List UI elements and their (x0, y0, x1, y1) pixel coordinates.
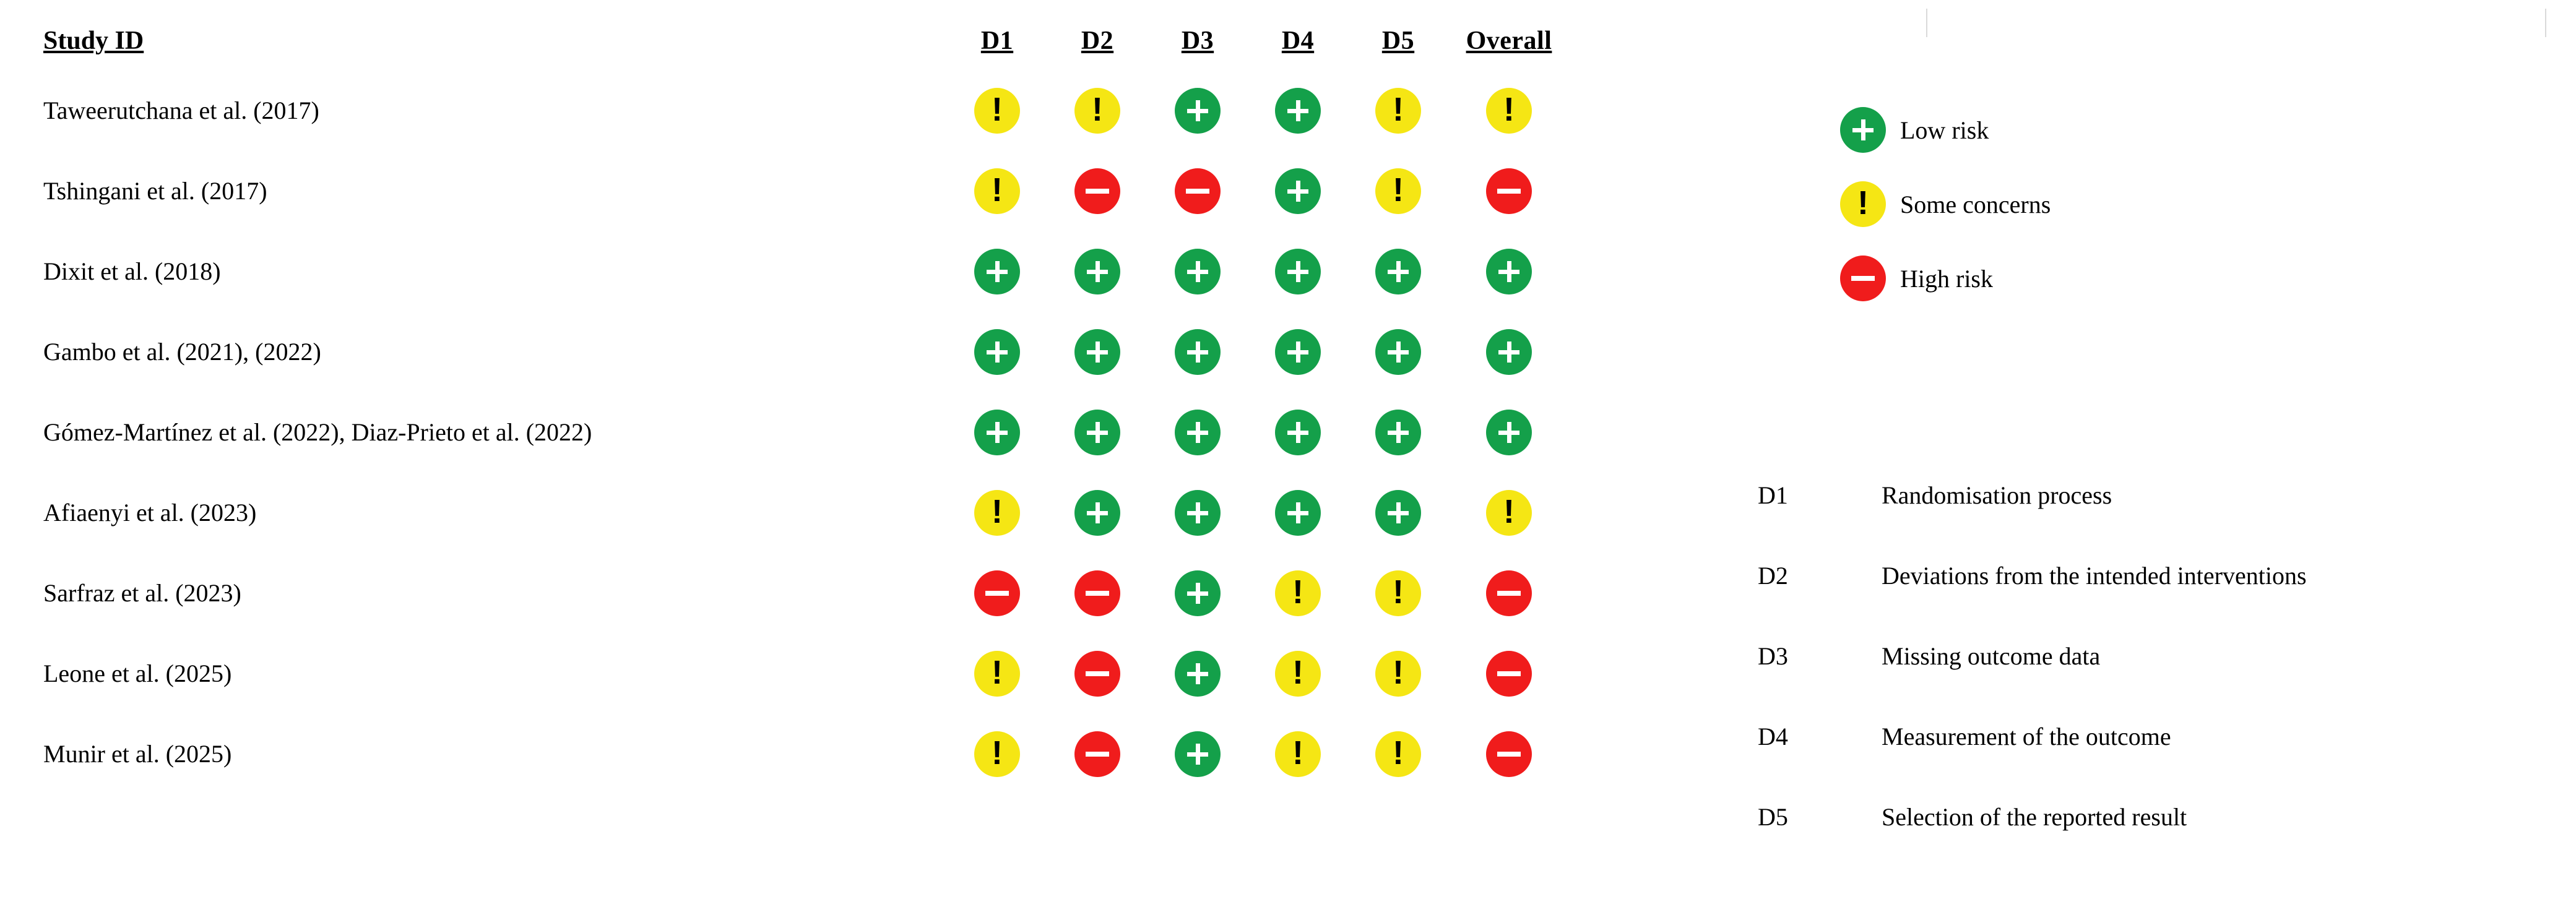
domain-key-code-d4: D4 (1758, 722, 1788, 750)
judgement-cell-d4 (1248, 731, 1348, 777)
judgement-cell-d5 (1348, 651, 1448, 697)
column-header-d4-label: D4 (1281, 27, 1315, 55)
page-rule-mark-left (1926, 9, 1927, 37)
judgement-cell-overall (1448, 731, 1570, 777)
exclamation-icon: ! (1275, 731, 1321, 777)
judgement-cell-d2 (1047, 410, 1148, 455)
plus-icon (1486, 329, 1532, 375)
plus-icon (974, 329, 1020, 375)
domain-key (1758, 455, 2307, 857)
exclamation-icon: ! (1375, 731, 1421, 777)
legend-label-some-concerns: Some concerns (1900, 190, 2051, 218)
study-id-cell: Leone et al. (2025) (43, 659, 232, 687)
judgement-cell-d4 (1248, 168, 1348, 214)
table-row (43, 71, 1714, 151)
exclamation-icon: ! (974, 651, 1020, 697)
table-row (43, 714, 1714, 794)
exclamation-icon: ! (974, 88, 1020, 134)
column-header-d2 (1047, 26, 1148, 56)
column-header-d1-label: D1 (980, 27, 1014, 55)
table-row (43, 634, 1714, 714)
exclamation-icon: ! (974, 490, 1020, 536)
judgement-cell-overall (1448, 249, 1570, 294)
plus-icon (1840, 107, 1886, 153)
minus-icon (974, 570, 1020, 616)
judgement-cell-d4 (1248, 249, 1348, 294)
plus-icon (974, 249, 1020, 294)
judgement-cell-d2 (1047, 168, 1148, 214)
minus-icon (1175, 168, 1221, 214)
judgement-cell-d5 (1348, 731, 1448, 777)
domain-key-description-d2: Deviations from the intended interventions (1882, 561, 2307, 590)
column-header-d2-label: D2 (1081, 27, 1114, 55)
exclamation-icon: ! (974, 731, 1020, 777)
domain-key-description-d4: Measurement of the outcome (1882, 722, 2171, 750)
judgement-cell-d1 (947, 410, 1047, 455)
column-header-overall (1448, 26, 1570, 56)
plus-icon (1275, 168, 1321, 214)
plus-icon (1375, 490, 1421, 536)
judgement-cell-d2 (1047, 651, 1148, 697)
judgement-cell-d4 (1248, 651, 1348, 697)
plus-icon (1175, 329, 1221, 375)
plus-icon (1175, 249, 1221, 294)
plus-icon (1375, 329, 1421, 375)
judgement-cell-d1 (947, 490, 1047, 536)
judgement-cell-overall (1448, 570, 1570, 616)
judgement-cell-d2 (1047, 249, 1148, 294)
judgement-cell-d3 (1148, 329, 1248, 375)
study-id-cell: Munir et al. (2025) (43, 740, 232, 768)
judgement-cell-d3 (1148, 410, 1248, 455)
domain-key-code-d2: D2 (1758, 561, 1788, 590)
judgement-cell-d5 (1348, 329, 1448, 375)
judgement-cell-overall (1448, 410, 1570, 455)
judgement-cell-d1 (947, 329, 1047, 375)
legend-item-low-risk (1826, 93, 2051, 167)
domain-key-description-d1: Randomisation process (1882, 481, 2112, 509)
column-header-d1 (947, 26, 1047, 56)
judgement-cell-d5 (1348, 88, 1448, 134)
minus-icon (1486, 168, 1532, 214)
plus-icon (1175, 651, 1221, 697)
judgement-cell-d5 (1348, 249, 1448, 294)
domain-key-item-d1 (1758, 455, 2307, 535)
minus-icon (1074, 168, 1120, 214)
exclamation-icon: ! (1275, 651, 1321, 697)
judgement-cell-d1 (947, 168, 1047, 214)
plus-icon (974, 410, 1020, 455)
plus-icon (1175, 88, 1221, 134)
judgement-cell-d2 (1047, 731, 1148, 777)
judgement-cell-overall (1448, 490, 1570, 536)
judgement-cell-d5 (1348, 570, 1448, 616)
table-body (43, 71, 1714, 794)
legend-marker-high-risk (1826, 256, 1900, 301)
column-header-study-id: Study ID (43, 26, 144, 55)
legend-marker-some-concerns (1826, 181, 1900, 227)
judgement-cell-d5 (1348, 410, 1448, 455)
plus-icon (1486, 410, 1532, 455)
plus-icon (1074, 329, 1120, 375)
minus-icon (1840, 256, 1886, 301)
judgement-cell-overall (1448, 168, 1570, 214)
study-id-cell: Sarfraz et al. (2023) (43, 579, 241, 607)
judgement-cell-d1 (947, 570, 1047, 616)
domain-key-code-d5: D5 (1758, 802, 1788, 831)
column-header-d3 (1148, 26, 1248, 56)
judgement-cell-d4 (1248, 88, 1348, 134)
domain-key-item-d5 (1758, 776, 2307, 857)
plus-icon (1275, 410, 1321, 455)
study-id-cell: Taweerutchana et al. (2017) (43, 97, 319, 124)
exclamation-icon: ! (1375, 651, 1421, 697)
plus-icon (1175, 570, 1221, 616)
column-header-d5-label: D5 (1381, 27, 1415, 55)
exclamation-icon: ! (1375, 570, 1421, 616)
study-id-cell: Gómez-Martínez et al. (2022), Diaz-Prieto et al. (2022) (43, 418, 592, 446)
judgement-cell-d3 (1148, 651, 1248, 697)
table-row (43, 392, 1714, 473)
plus-icon (1074, 410, 1120, 455)
table-row (43, 231, 1714, 312)
table-header-row (43, 11, 1714, 71)
plus-icon (1175, 410, 1221, 455)
plus-icon (1375, 410, 1421, 455)
study-id-cell: Tshingani et al. (2017) (43, 177, 267, 205)
column-header-d5 (1348, 26, 1448, 56)
judgement-cell-d5 (1348, 490, 1448, 536)
judgement-cell-d3 (1148, 731, 1248, 777)
judgement-cell-d3 (1148, 168, 1248, 214)
exclamation-icon: ! (1486, 88, 1532, 134)
judgement-cell-d1 (947, 731, 1047, 777)
domain-key-item-d3 (1758, 616, 2307, 696)
table-row (43, 312, 1714, 392)
judgement-cell-d4 (1248, 410, 1348, 455)
column-header-overall-label: Overall (1466, 27, 1552, 55)
column-header-d3-label: D3 (1181, 27, 1214, 55)
judgement-cell-d2 (1047, 88, 1148, 134)
plus-icon (1074, 249, 1120, 294)
page-rule-mark-right (2545, 9, 2546, 37)
exclamation-icon: ! (1074, 88, 1120, 134)
domain-key-description-d3: Missing outcome data (1882, 642, 2101, 670)
plus-icon (1275, 88, 1321, 134)
plus-icon (1275, 490, 1321, 536)
judgement-cell-d3 (1148, 88, 1248, 134)
judgement-legend (1826, 93, 2051, 316)
judgement-cell-d4 (1248, 490, 1348, 536)
judgement-cell-d1 (947, 651, 1047, 697)
study-id-cell: Gambo et al. (2021), (2022) (43, 338, 321, 366)
risk-of-bias-table (43, 11, 1714, 794)
exclamation-icon: ! (1840, 181, 1886, 227)
table-row (43, 151, 1714, 231)
minus-icon (1486, 570, 1532, 616)
plus-icon (1486, 249, 1532, 294)
exclamation-icon: ! (1275, 570, 1321, 616)
legend-label-low-risk: Low risk (1900, 116, 1989, 144)
column-header-d4 (1248, 26, 1348, 56)
domain-key-code-d3: D3 (1758, 642, 1788, 670)
minus-icon (1074, 731, 1120, 777)
legend-label-high-risk: High risk (1900, 264, 1993, 293)
minus-icon (1486, 731, 1532, 777)
legend-item-high-risk (1826, 241, 2051, 316)
domain-key-item-d4 (1758, 696, 2307, 776)
exclamation-icon: ! (1486, 490, 1532, 536)
plus-icon (1074, 490, 1120, 536)
plus-icon (1175, 490, 1221, 536)
exclamation-icon: ! (1375, 168, 1421, 214)
judgement-cell-d4 (1248, 329, 1348, 375)
table-row (43, 553, 1714, 634)
minus-icon (1074, 570, 1120, 616)
judgement-cell-d2 (1047, 329, 1148, 375)
judgement-cell-overall (1448, 329, 1570, 375)
exclamation-icon: ! (1375, 88, 1421, 134)
plus-icon (1375, 249, 1421, 294)
judgement-cell-d5 (1348, 168, 1448, 214)
exclamation-icon: ! (974, 168, 1020, 214)
plus-icon (1275, 249, 1321, 294)
domain-key-item-d2 (1758, 535, 2307, 616)
study-id-cell: Afiaenyi et al. (2023) (43, 499, 257, 526)
legend-item-some-concerns (1826, 167, 2051, 241)
judgement-cell-d1 (947, 88, 1047, 134)
judgement-cell-d3 (1148, 249, 1248, 294)
judgement-cell-overall (1448, 651, 1570, 697)
plus-icon (1175, 731, 1221, 777)
judgement-cell-d3 (1148, 570, 1248, 616)
minus-icon (1074, 651, 1120, 697)
judgement-cell-d4 (1248, 570, 1348, 616)
legend-marker-low-risk (1826, 107, 1900, 153)
domain-key-description-d5: Selection of the reported result (1882, 802, 2187, 831)
judgement-cell-d2 (1047, 570, 1148, 616)
judgement-cell-d3 (1148, 490, 1248, 536)
judgement-cell-overall (1448, 88, 1570, 134)
table-row (43, 473, 1714, 553)
study-id-cell: Dixit et al. (2018) (43, 257, 221, 285)
minus-icon (1486, 651, 1532, 697)
judgement-cell-d1 (947, 249, 1047, 294)
domain-key-code-d1: D1 (1758, 481, 1788, 509)
judgement-cell-d2 (1047, 490, 1148, 536)
plus-icon (1275, 329, 1321, 375)
